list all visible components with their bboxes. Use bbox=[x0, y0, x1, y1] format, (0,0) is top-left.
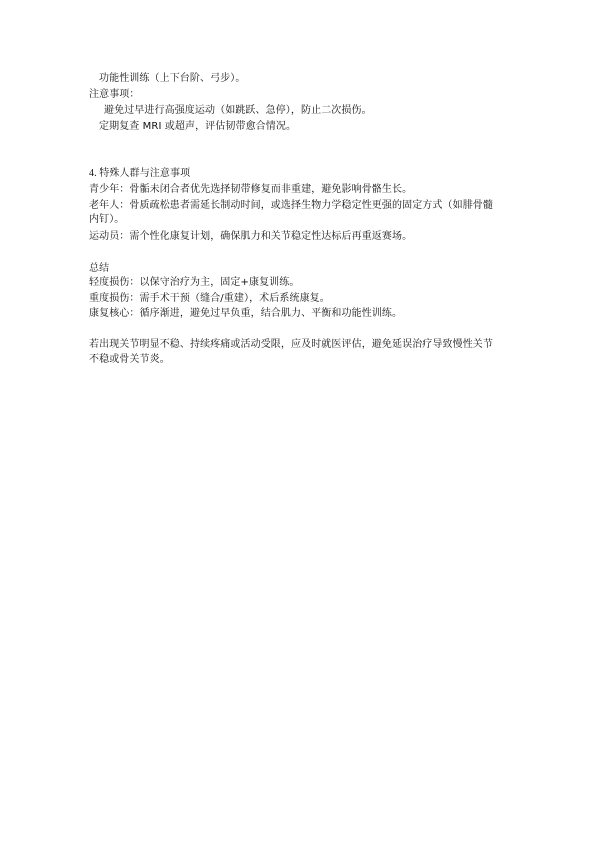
group-item-teen: 青少年：骨骺未闭合者优先选择韧带修复而非重建，避免影响骨骼生长。 bbox=[89, 184, 413, 195]
summary-heading: 总结 bbox=[89, 263, 110, 274]
closing-paragraph-cont: 不稳或骨关节炎。 bbox=[89, 354, 170, 365]
closing-paragraph: 若出现关节明显不稳、持续疼痛或活动受限，应及时就医评估，避免延误治疗导致慢性关节 bbox=[89, 339, 493, 350]
summary-item: 轻度损伤：以保守治疗为主，固定+康复训练。 bbox=[89, 277, 300, 288]
note-item: 定期复查 MRI 或超声，评估韧带愈合情况。 bbox=[99, 121, 297, 132]
group-item-elderly: 老年人：骨质疏松患者需延长制动时间，或选择生物力学稳定性更强的固定方式（如腓骨髓 bbox=[89, 200, 493, 211]
group-item-athlete: 运动员：需个性化康复计划，确保肌力和关节稳定性达标后再重返赛场。 bbox=[89, 231, 413, 242]
summary-item: 重度损伤：需手术干预（缝合/重建），术后系统康复。 bbox=[89, 293, 330, 304]
note-item: 避免过早进行高强度运动（如跳跃、急停），防止二次损伤。 bbox=[104, 105, 372, 116]
section-heading: 4. 特殊人群与注意事项 bbox=[89, 168, 191, 179]
notes-heading: 注意事项： bbox=[89, 89, 140, 100]
summary-item: 康复核心：循序渐进，避免过早负重，结合肌力、平衡和功能性训练。 bbox=[89, 308, 403, 319]
training-item: 功能性训练（上下台阶、弓步）。 bbox=[99, 73, 246, 84]
group-item-elderly-cont: 内钉）。 bbox=[89, 214, 125, 225]
